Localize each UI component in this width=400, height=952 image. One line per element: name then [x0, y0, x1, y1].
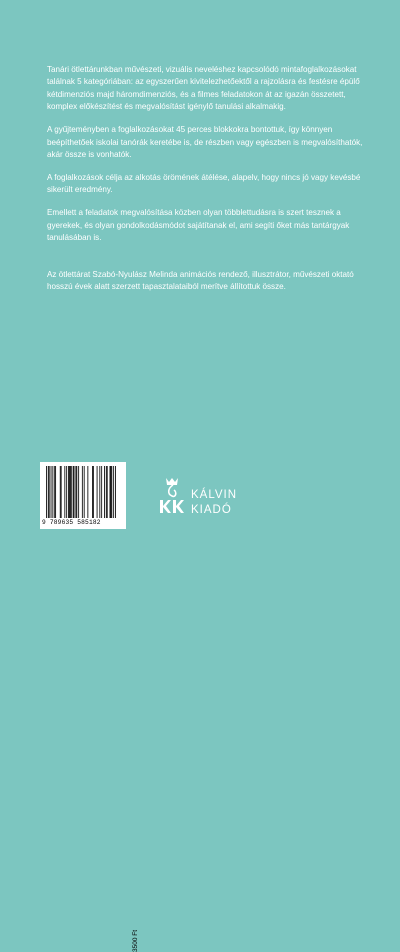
- barcode-bar: [68, 466, 69, 518]
- kalvin-kk-logo-icon: [158, 476, 188, 516]
- barcode-bar: [60, 466, 61, 518]
- back-cover-text: [47, 64, 367, 304]
- barcode-bar: [61, 466, 62, 518]
- barcode-bar: [49, 466, 50, 518]
- barcode-bar: [64, 466, 65, 518]
- barcode-bar: [52, 466, 53, 518]
- barcode-digits: 9 789635 585182: [42, 519, 101, 526]
- barcode-bar: [97, 466, 98, 518]
- barcode-bar: [110, 466, 111, 518]
- paragraph-intro: Tanári ötlettárunkban művészeti, vizuális neveléshez kapcsolódó mintafoglalkozásokat találnak 5 kategóriában: az egyszerűen kivitelezhetőektől a rajzolásra és festésre épülő kétdimenziós majd háromdimenziós, és a filmes feladatokon át az igazán összetett, komplex előkészítést és megvalósítást igénylő tanulási alkalmakig.: [47, 65, 360, 112]
- barcode-bar: [87, 466, 88, 518]
- paragraph-author: Az ötlettárat Szabó-Nyulász Melinda animációs rendező, illusztrátor, művészeti oktató hosszú évek alatt szerzett tapasztalataiból merítve állítottuk össze.: [47, 269, 354, 292]
- publisher-line-1: KÁLVIN: [191, 489, 238, 501]
- paragraph-goal: A foglalkozások célja az alkotás örömének átélése, alapelv, hogy nincs jó vagy kevésbé sikerült eredmény.: [47, 173, 361, 195]
- barcode-bar: [99, 466, 100, 518]
- barcode-bar: [73, 466, 74, 518]
- barcode-bar: [78, 466, 79, 518]
- barcode-bar: [46, 466, 47, 518]
- barcode-bar: [48, 466, 49, 518]
- barcode-bars: [44, 466, 118, 520]
- barcode-bar: [110, 466, 111, 518]
- barcode-bar: [55, 466, 56, 518]
- barcode-bar: [51, 466, 52, 518]
- barcode-bar: [115, 466, 116, 518]
- barcode-bar: [106, 466, 107, 518]
- barcode-bar: [93, 466, 94, 518]
- barcode-bar: [84, 466, 85, 518]
- barcode-bar: [54, 466, 55, 518]
- publisher-name: [191, 488, 237, 518]
- price-label: 3500 Ft: [132, 929, 139, 952]
- publisher-line-2: KIADÓ: [191, 504, 232, 516]
- barcode-bar: [74, 466, 75, 518]
- barcode-bar: [66, 466, 67, 518]
- paragraph-structure: A gyűjteményben a foglalkozásokat 45 perces blokkokra bontottuk, így könnyen beépíthetőek iskolai tanórák keretébe is, de részben vagy egészben is megvalósíthatók, akár össze is vonhatók.: [47, 125, 363, 160]
- barcode-bar: [104, 466, 105, 518]
- barcode-bar: [101, 466, 102, 518]
- barcode-bar: [71, 466, 72, 518]
- barcode-bar: [92, 466, 93, 518]
- barcode-bar: [75, 466, 76, 518]
- barcode-bar: [107, 466, 108, 518]
- paragraph-benefits: Emellett a feladatok megvalósítása közben olyan többlettudásra is szert tesznek a gyerekek, és olyan gondolkodásmódot sajátítanak el, ami segíti őket más tantárgyak tanulásában is.: [47, 208, 350, 243]
- barcode-bar: [76, 466, 77, 518]
- barcode-bar: [82, 466, 83, 518]
- barcode-bar: [70, 466, 71, 518]
- barcode-bar: [111, 466, 112, 518]
- barcode-bar: [113, 466, 114, 518]
- isbn-barcode: [40, 462, 139, 952]
- barcode-bar: [69, 466, 70, 518]
